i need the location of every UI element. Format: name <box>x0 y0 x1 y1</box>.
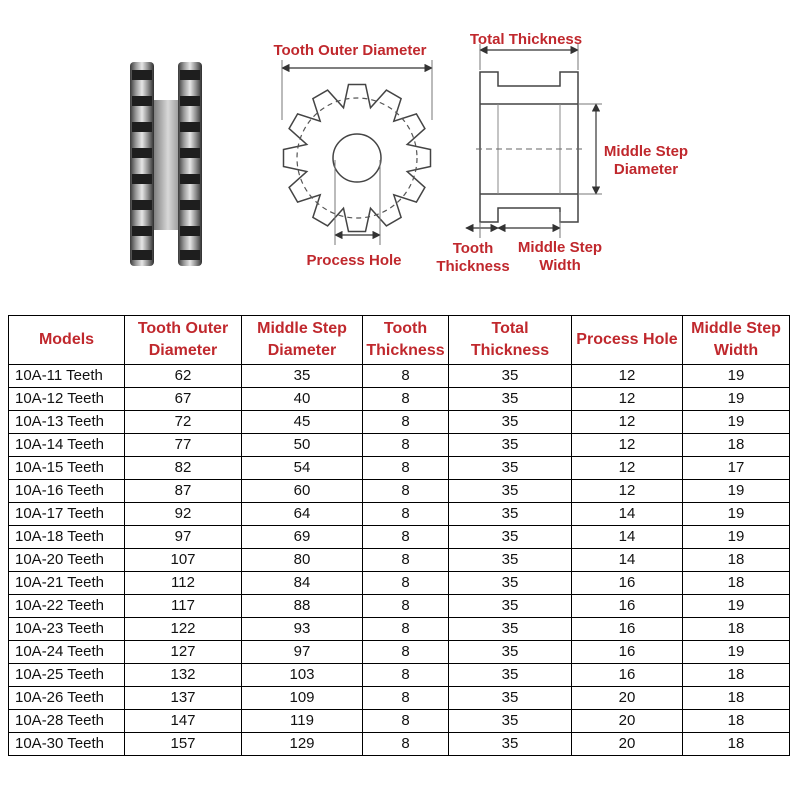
value-cell: 8 <box>363 480 449 503</box>
value-cell: 35 <box>449 388 572 411</box>
value-cell: 19 <box>683 480 790 503</box>
value-cell: 8 <box>363 710 449 733</box>
model-cell: 10A-11 Teeth <box>9 365 125 388</box>
column-header-line: Total <box>491 320 529 337</box>
table-row <box>9 572 790 595</box>
sprocket-side-view <box>476 72 582 222</box>
value-cell: 35 <box>449 549 572 572</box>
value-cell: 18 <box>683 710 790 733</box>
value-cell: 109 <box>242 687 363 710</box>
sprocket-diagram <box>0 0 800 300</box>
model-cell: 10A-13 Teeth <box>9 411 125 434</box>
value-cell: 8 <box>363 457 449 480</box>
column-header <box>683 316 790 365</box>
column-header-line: Middle Step <box>257 320 347 337</box>
value-cell: 18 <box>683 664 790 687</box>
column-header-line: Tooth Outer <box>137 320 229 337</box>
table-row <box>9 434 790 457</box>
value-cell: 12 <box>572 365 683 388</box>
column-header-line: Models <box>38 331 95 348</box>
value-cell: 18 <box>683 572 790 595</box>
column-header <box>449 316 572 365</box>
value-cell: 92 <box>125 503 242 526</box>
value-cell: 35 <box>449 480 572 503</box>
value-cell: 16 <box>572 664 683 687</box>
column-header-line: Diameter <box>267 342 337 359</box>
value-cell: 12 <box>572 388 683 411</box>
value-cell: 88 <box>242 595 363 618</box>
value-cell: 8 <box>363 733 449 756</box>
value-cell: 18 <box>683 549 790 572</box>
value-cell: 8 <box>363 549 449 572</box>
value-cell: 69 <box>242 526 363 549</box>
value-cell: 14 <box>572 549 683 572</box>
specification-table <box>8 315 790 756</box>
column-header-line: Process Hole <box>576 331 678 348</box>
column-header <box>242 316 363 365</box>
value-cell: 40 <box>242 388 363 411</box>
column-header-line: Diameter <box>148 342 218 359</box>
value-cell: 19 <box>683 526 790 549</box>
sprocket-front-view <box>282 60 432 245</box>
value-cell: 35 <box>449 411 572 434</box>
value-cell: 19 <box>683 411 790 434</box>
model-cell: 10A-12 Teeth <box>9 388 125 411</box>
model-cell: 10A-17 Teeth <box>9 503 125 526</box>
value-cell: 35 <box>449 664 572 687</box>
value-cell: 8 <box>363 503 449 526</box>
value-cell: 157 <box>125 733 242 756</box>
value-cell: 107 <box>125 549 242 572</box>
model-cell: 10A-30 Teeth <box>9 733 125 756</box>
value-cell: 8 <box>363 664 449 687</box>
label-middle-step-width-line2: Width <box>539 257 581 274</box>
value-cell: 117 <box>125 595 242 618</box>
value-cell: 12 <box>572 434 683 457</box>
label-tooth-outer-diameter: Tooth Outer Diameter <box>273 42 427 59</box>
model-cell: 10A-14 Teeth <box>9 434 125 457</box>
model-cell: 10A-18 Teeth <box>9 526 125 549</box>
label-middle-step-width-line1: Middle Step <box>517 239 603 256</box>
value-cell: 14 <box>572 526 683 549</box>
value-cell: 8 <box>363 411 449 434</box>
label-tooth-thickness-line2: Thickness <box>436 258 510 275</box>
sprocket-photo <box>130 62 202 266</box>
table-row <box>9 411 790 434</box>
table-row <box>9 365 790 388</box>
value-cell: 84 <box>242 572 363 595</box>
value-cell: 20 <box>572 733 683 756</box>
value-cell: 16 <box>572 641 683 664</box>
table-row <box>9 687 790 710</box>
value-cell: 12 <box>572 457 683 480</box>
value-cell: 54 <box>242 457 363 480</box>
value-cell: 17 <box>683 457 790 480</box>
table-row <box>9 664 790 687</box>
model-cell: 10A-25 Teeth <box>9 664 125 687</box>
table-row <box>9 618 790 641</box>
value-cell: 35 <box>242 365 363 388</box>
value-cell: 8 <box>363 365 449 388</box>
value-cell: 103 <box>242 664 363 687</box>
value-cell: 12 <box>572 411 683 434</box>
column-header-line: Middle Step <box>691 320 781 337</box>
table-row <box>9 641 790 664</box>
value-cell: 19 <box>683 595 790 618</box>
value-cell: 87 <box>125 480 242 503</box>
table-row <box>9 503 790 526</box>
value-cell: 137 <box>125 687 242 710</box>
value-cell: 35 <box>449 526 572 549</box>
value-cell: 16 <box>572 618 683 641</box>
value-cell: 35 <box>449 434 572 457</box>
value-cell: 132 <box>125 664 242 687</box>
value-cell: 8 <box>363 434 449 457</box>
value-cell: 60 <box>242 480 363 503</box>
model-cell: 10A-26 Teeth <box>9 687 125 710</box>
value-cell: 20 <box>572 710 683 733</box>
value-cell: 35 <box>449 710 572 733</box>
value-cell: 8 <box>363 618 449 641</box>
value-cell: 129 <box>242 733 363 756</box>
value-cell: 77 <box>125 434 242 457</box>
model-cell: 10A-24 Teeth <box>9 641 125 664</box>
value-cell: 62 <box>125 365 242 388</box>
value-cell: 12 <box>572 480 683 503</box>
column-header <box>9 316 125 365</box>
value-cell: 119 <box>242 710 363 733</box>
label-middle-step-diameter-line1: Middle Step <box>603 143 689 160</box>
column-header-line: Thickness <box>366 342 445 359</box>
table-row <box>9 595 790 618</box>
value-cell: 112 <box>125 572 242 595</box>
value-cell: 16 <box>572 595 683 618</box>
value-cell: 8 <box>363 641 449 664</box>
model-cell: 10A-20 Teeth <box>9 549 125 572</box>
model-cell: 10A-16 Teeth <box>9 480 125 503</box>
model-cell: 10A-23 Teeth <box>9 618 125 641</box>
value-cell: 8 <box>363 388 449 411</box>
column-header-line: Width <box>713 342 759 359</box>
value-cell: 19 <box>683 641 790 664</box>
value-cell: 122 <box>125 618 242 641</box>
value-cell: 97 <box>125 526 242 549</box>
column-header <box>363 316 449 365</box>
value-cell: 67 <box>125 388 242 411</box>
column-header <box>572 316 683 365</box>
value-cell: 35 <box>449 572 572 595</box>
table-row <box>9 549 790 572</box>
value-cell: 35 <box>449 687 572 710</box>
value-cell: 8 <box>363 687 449 710</box>
value-cell: 14 <box>572 503 683 526</box>
value-cell: 8 <box>363 526 449 549</box>
value-cell: 8 <box>363 572 449 595</box>
value-cell: 20 <box>572 687 683 710</box>
label-middle-step-diameter-line2: Diameter <box>613 161 679 178</box>
value-cell: 18 <box>683 618 790 641</box>
label-tooth-thickness-line1: Tooth <box>452 240 494 257</box>
model-cell: 10A-28 Teeth <box>9 710 125 733</box>
table-header-row <box>9 316 790 365</box>
value-cell: 93 <box>242 618 363 641</box>
value-cell: 80 <box>242 549 363 572</box>
value-cell: 8 <box>363 595 449 618</box>
value-cell: 35 <box>449 595 572 618</box>
value-cell: 147 <box>125 710 242 733</box>
table-row <box>9 710 790 733</box>
value-cell: 45 <box>242 411 363 434</box>
table-row <box>9 526 790 549</box>
value-cell: 19 <box>683 388 790 411</box>
label-total-thickness: Total Thickness <box>469 31 583 48</box>
table-row <box>9 457 790 480</box>
model-cell: 10A-15 Teeth <box>9 457 125 480</box>
value-cell: 35 <box>449 641 572 664</box>
table-body <box>9 365 790 756</box>
value-cell: 19 <box>683 503 790 526</box>
value-cell: 127 <box>125 641 242 664</box>
value-cell: 18 <box>683 687 790 710</box>
value-cell: 18 <box>683 434 790 457</box>
value-cell: 35 <box>449 733 572 756</box>
value-cell: 35 <box>449 365 572 388</box>
table-row <box>9 733 790 756</box>
value-cell: 18 <box>683 733 790 756</box>
model-cell: 10A-22 Teeth <box>9 595 125 618</box>
value-cell: 82 <box>125 457 242 480</box>
label-process-hole: Process Hole <box>306 252 402 269</box>
value-cell: 72 <box>125 411 242 434</box>
column-header-line: Thickness <box>470 342 550 359</box>
value-cell: 35 <box>449 457 572 480</box>
table-row <box>9 388 790 411</box>
column-header <box>125 316 242 365</box>
value-cell: 64 <box>242 503 363 526</box>
value-cell: 50 <box>242 434 363 457</box>
value-cell: 19 <box>683 365 790 388</box>
value-cell: 35 <box>449 618 572 641</box>
value-cell: 35 <box>449 503 572 526</box>
value-cell: 97 <box>242 641 363 664</box>
table-row <box>9 480 790 503</box>
value-cell: 16 <box>572 572 683 595</box>
model-cell: 10A-21 Teeth <box>9 572 125 595</box>
column-header-line: Tooth <box>383 320 428 337</box>
